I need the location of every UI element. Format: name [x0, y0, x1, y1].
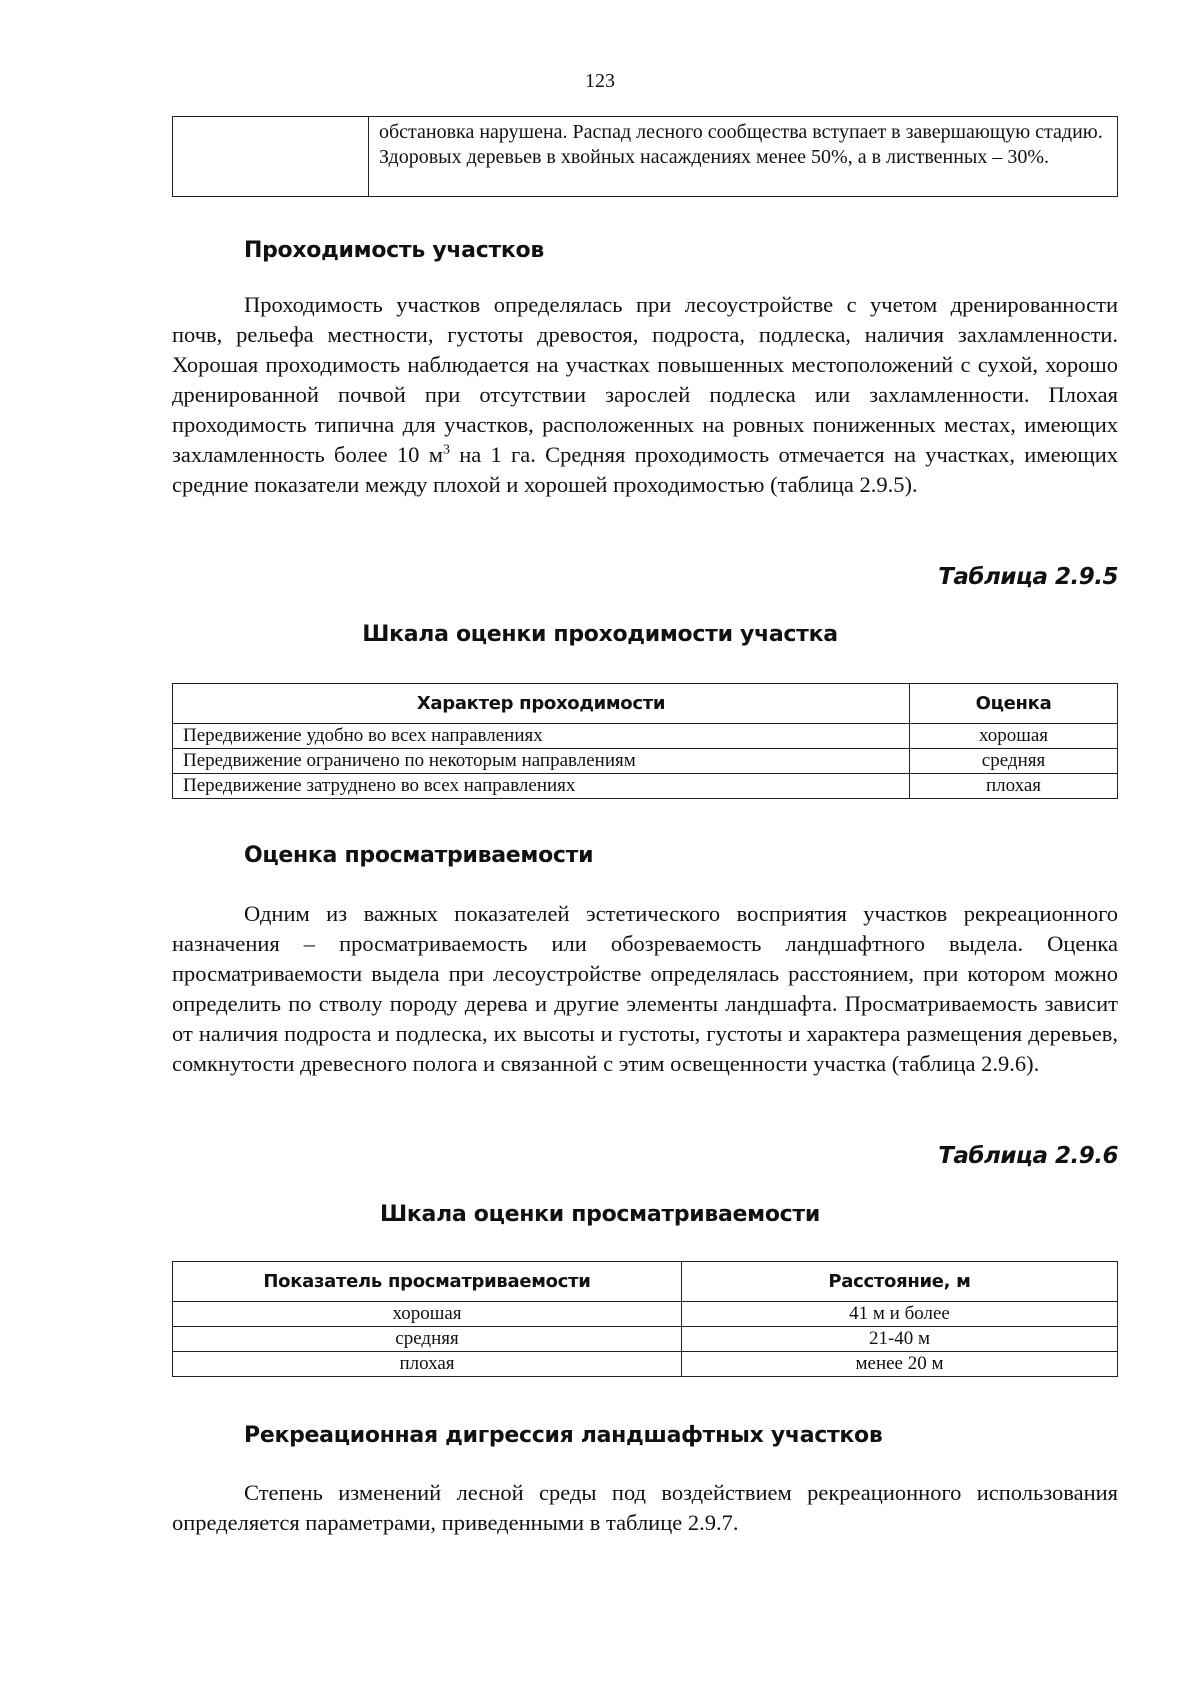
table-header-row [173, 684, 1118, 724]
paragraph-text-a: Проходимость участков определялась при лесоустройстве с учетом дренированности почв, рельефа местности, густоты древостоя, подроста, подлеска, наличия захламленности. Хорошая проходимость наблюдается на участках повышенных местоположений с сухой, хорошо дренированной почвой при отсутствии зарослей подлеска или захламленности. Плохая проходимость типична для участков, расположенных на ровных пониженных местах, имеющих захламленность более 10 м [172, 292, 1118, 467]
table-row [173, 1352, 1118, 1377]
table-label-295: Таблица 2.9.5 [938, 564, 1118, 590]
page-number: 123 [585, 70, 615, 92]
table-cell: Передвижение затруднено во всех направлениях [173, 774, 910, 799]
table-cell: хорошая [173, 1302, 682, 1327]
continued-table [172, 116, 1118, 197]
column-header: Оценка [910, 684, 1118, 724]
passability-table [172, 683, 1118, 799]
table-cell: плохая [173, 1352, 682, 1377]
paragraph-text-b: на 1 га. Средняя проходимость отмечается на участках, имеющих средние показатели между плохой и хорошей проходимостью (таблица 2.9.5). [172, 442, 1118, 497]
table-row [173, 774, 1118, 799]
visibility-table [172, 1261, 1118, 1377]
table-cell: средняя [173, 1327, 682, 1352]
table-cell: 21-40 м [682, 1327, 1118, 1352]
table-cell: средняя [910, 749, 1118, 774]
empty-cell [173, 117, 369, 197]
table-row [173, 1327, 1118, 1352]
table-header-row [173, 1262, 1118, 1302]
paragraph-visibility: Одним из важных показателей эстетического восприятия участков рекреационного назначения – просматриваемость или обозреваемость ландшафтного выдела. Оценка просматриваемости выдела при лесоустройстве определялась расстоянием, при котором можно определить по стволу породу дерева и другие элементы ландшафта. Просматриваемость зависит от наличия подроста и подлеска, их высоты и густоты, густоты и характера размещения деревьев, сомкнутости древесного полога и связанной с этим освещенности участка (таблица 2.9.6). [172, 901, 1118, 1076]
table-row [173, 117, 1118, 197]
column-header: Показатель просматриваемости [173, 1262, 682, 1302]
paragraph-recreational-digression: Степень изменений лесной среды под воздействием рекреационного использования определяется параметрами, приведенными в таблице 2.9.7. [172, 1480, 1118, 1535]
table-cell: менее 20 м [682, 1352, 1118, 1377]
table-row [173, 749, 1118, 774]
superscript: 3 [442, 442, 450, 458]
continued-cell-text: обстановка нарушена. Распад лесного сообщества вступает в завершающую стадию. Здоровых деревьев в хвойных насаждениях менее 50%, а в лиственных – 30%. [369, 117, 1118, 197]
section-heading-recreational-digression: Рекреационная дигрессия ландшафтных участков [244, 1423, 883, 1448]
paragraph-passability [172, 290, 1118, 500]
table-cell: плохая [910, 774, 1118, 799]
table-cell: Передвижение ограничено по некоторым направлениям [173, 749, 910, 774]
table-title-295: Шкала оценки проходимости участка [362, 622, 838, 647]
section-heading-passability: Проходимость участков [244, 238, 544, 263]
table-title-296: Шкала оценки просматриваемости [380, 1202, 820, 1227]
table-label-296: Таблица 2.9.6 [938, 1143, 1118, 1169]
table-cell: 41 м и более [682, 1302, 1118, 1327]
table-cell: хорошая [910, 724, 1118, 749]
table-row [173, 724, 1118, 749]
table-row [173, 1302, 1118, 1327]
column-header: Характер проходимости [173, 684, 910, 724]
section-heading-visibility: Оценка просматриваемости [244, 843, 594, 868]
table-cell: Передвижение удобно во всех направлениях [173, 724, 910, 749]
column-header: Расстояние, м [682, 1262, 1118, 1302]
